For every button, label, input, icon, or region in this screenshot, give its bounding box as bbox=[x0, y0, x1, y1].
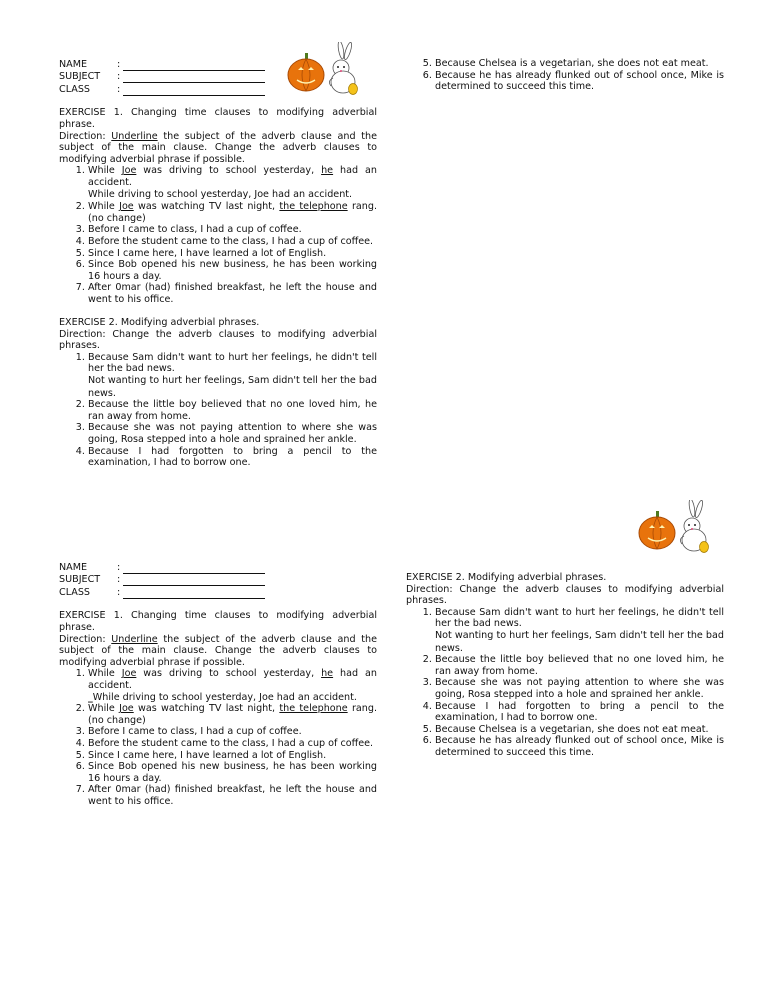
exercise2-list-top-right bbox=[406, 58, 724, 93]
name-label: NAME bbox=[59, 58, 88, 70]
exercise1-item-2: 2. While Joe was watching TV last night, the telephone rang. (no change) bbox=[88, 703, 377, 726]
student-info-block bbox=[59, 561, 265, 599]
exercise1-direction bbox=[59, 634, 377, 669]
exercise1-answer-1: _While driving to school yesterday, Joe had an accident. bbox=[88, 691, 357, 703]
exercise1-list bbox=[59, 668, 377, 691]
exercise2-item-4: 4. Because I had forgotten to bring a pencil to the examination, I had to borrow one. bbox=[435, 701, 724, 724]
exercise1-item-4: 4. Before the student came to the class, I had a cup of coffee. bbox=[88, 236, 377, 248]
subject-colon: : bbox=[117, 574, 121, 586]
exercise1-item-6: 6. Since Bob opened his new business, he has been working 16 hours a day. bbox=[88, 761, 377, 784]
direction-prefix: Direction: bbox=[59, 130, 112, 142]
exercise1-item-1: 1. While Joe was driving to school yesterday, he had an accident. bbox=[88, 668, 377, 691]
exercise1-item-5: 5. Since I came here, I have learned a lot of English. bbox=[88, 248, 377, 260]
exercise1-title: EXERCISE 1. Changing time clauses to modifying adverbial phrase. bbox=[59, 610, 377, 633]
exercise2-item-5: 5. Because Chelsea is a vegetarian, she does not eat meat. bbox=[435, 724, 724, 736]
name-colon: : bbox=[117, 561, 121, 573]
direction-underline-word: Underline bbox=[111, 130, 158, 142]
class-label: CLASS bbox=[59, 586, 91, 598]
exercise1-list-cont bbox=[59, 201, 377, 305]
exercise1-title: EXERCISE 1. Changing time clauses to modifying adverbial phrase. bbox=[59, 107, 377, 130]
exercise1-item-7: 7. After 0mar (had) finished breakfast, he left the house and went to his office. bbox=[88, 784, 377, 807]
exercise2-direction: Direction: Change the adverb clauses to modifying adverbial phrases. bbox=[406, 583, 724, 607]
subject-label: SUBJECT bbox=[59, 574, 101, 586]
subject-label: SUBJECT bbox=[59, 71, 101, 83]
answer-marker: _ bbox=[88, 691, 93, 703]
student-info-block bbox=[59, 58, 265, 96]
exercise2-item-3: 3. Because she was not paying attention to where she was going, Rosa stepped into a hole and sprained her ankle. bbox=[435, 677, 724, 700]
exercise2-item-2: 2. Because the little boy believed that no one loved him, he ran away from home. bbox=[88, 399, 377, 422]
exercise1-item-1: 1. While Joe was driving to school yesterday, he had an accident. bbox=[88, 165, 377, 188]
bottom-right-column bbox=[406, 572, 724, 759]
name-label: NAME bbox=[59, 561, 88, 573]
class-colon: : bbox=[117, 83, 121, 95]
exercise2-list-cont bbox=[406, 654, 724, 758]
exercise2-list-cont bbox=[59, 399, 377, 469]
exercise2-item-5: 5. Because Chelsea is a vegetarian, she does not eat meat. bbox=[435, 58, 724, 70]
exercise1-answer-1: While driving to school yesterday, Joe had an accident. bbox=[88, 188, 353, 200]
name-blank[interactable] bbox=[123, 561, 265, 573]
exercise1-item-3: 3. Before I came to class, I had a cup of coffee. bbox=[88, 726, 377, 738]
exercise1-item-4: 4. Before the student came to the class, I had a cup of coffee. bbox=[88, 738, 377, 750]
pumpkin-icon bbox=[639, 511, 675, 549]
direction-rest: the subject of the adverb clause and the subject of the main clause. Change the adverb clauses to modifying adverbial phrase if possible. bbox=[59, 130, 377, 165]
exercise2-item-6: 6. Because he has already flunked out of school once, Mike is determined to succeed this time. bbox=[435, 735, 724, 758]
name-blank[interactable] bbox=[123, 58, 265, 70]
exercise2-answer-1: Not wanting to hurt her feelings, Sam didn't tell her the bad news. bbox=[88, 375, 377, 399]
bottom-left-column bbox=[59, 561, 377, 807]
top-left-column bbox=[59, 58, 377, 469]
subject-colon: : bbox=[117, 71, 121, 83]
class-blank[interactable] bbox=[123, 83, 265, 96]
exercise1-item-3: 3. Before I came to class, I had a cup of coffee. bbox=[88, 224, 377, 236]
pumpkin-rabbit-clipart-bottom bbox=[636, 500, 716, 556]
class-colon: : bbox=[117, 586, 121, 598]
exercise2-direction: Direction: Change the adverb clauses to modifying adverbial phrases. bbox=[59, 328, 377, 352]
exercise2-item-4: 4. Because I had forgotten to bring a pencil to the examination, I had to borrow one. bbox=[88, 446, 377, 469]
subject-blank[interactable] bbox=[123, 70, 265, 83]
exercise1-item-6: 6. Since Bob opened his new business, he has been working 16 hours a day. bbox=[88, 259, 377, 282]
pumpkin-rabbit-clipart-top bbox=[285, 42, 365, 98]
exercise2-item-3: 3. Because she was not paying attention to where she was going, Rosa stepped into a hole and sprained her ankle. bbox=[88, 422, 377, 445]
subject-blank[interactable] bbox=[123, 573, 265, 586]
exercise2-list bbox=[406, 607, 724, 630]
class-label: CLASS bbox=[59, 83, 91, 95]
exercise1-item-7: 7. After 0mar (had) finished breakfast, he left the house and went to his office. bbox=[88, 282, 377, 305]
exercise2-title: EXERCISE 2. Modifying adverbial phrases. bbox=[406, 572, 607, 583]
exercise2-item-2: 2. Because the little boy believed that no one loved him, he ran away from home. bbox=[435, 654, 724, 677]
exercise2-item-6: 6. Because he has already flunked out of school once, Mike is determined to succeed this time. bbox=[435, 70, 724, 93]
top-right-column bbox=[406, 58, 724, 93]
exercise1-item-2: 2. While Joe was watching TV last night, the telephone rang. (no change) bbox=[88, 201, 377, 224]
direction-prefix: Direction: bbox=[59, 633, 112, 645]
exercise2-answer-1: Not wanting to hurt her feelings, Sam didn't tell her the bad news. bbox=[435, 629, 724, 654]
exercise1-direction bbox=[59, 131, 377, 166]
direction-rest: the subject of the adverb clause and the subject of the main clause. Change the adverb clauses to modifying adverbial phrase if possible. bbox=[59, 633, 377, 668]
direction-underline-word: Underline bbox=[111, 633, 158, 645]
exercise2-title: EXERCISE 2. Modifying adverbial phrases. bbox=[59, 317, 260, 329]
egg-icon bbox=[700, 542, 709, 553]
exercise2-item-1: 1. Because Sam didn't want to hurt her feelings, he didn't tell her the bad news. bbox=[435, 607, 724, 630]
class-blank[interactable] bbox=[123, 586, 265, 599]
pumpkin-icon bbox=[288, 53, 324, 91]
egg-icon bbox=[349, 84, 358, 95]
exercise1-item-5: 5. Since I came here, I have learned a lot of English. bbox=[88, 750, 377, 762]
exercise2-item-1: 1. Because Sam didn't want to hurt her feelings, he didn't tell her the bad news. bbox=[88, 352, 377, 375]
name-colon: : bbox=[117, 58, 121, 70]
exercise1-list bbox=[59, 165, 377, 188]
exercise1-list-cont bbox=[59, 703, 377, 807]
exercise2-list bbox=[59, 352, 377, 375]
